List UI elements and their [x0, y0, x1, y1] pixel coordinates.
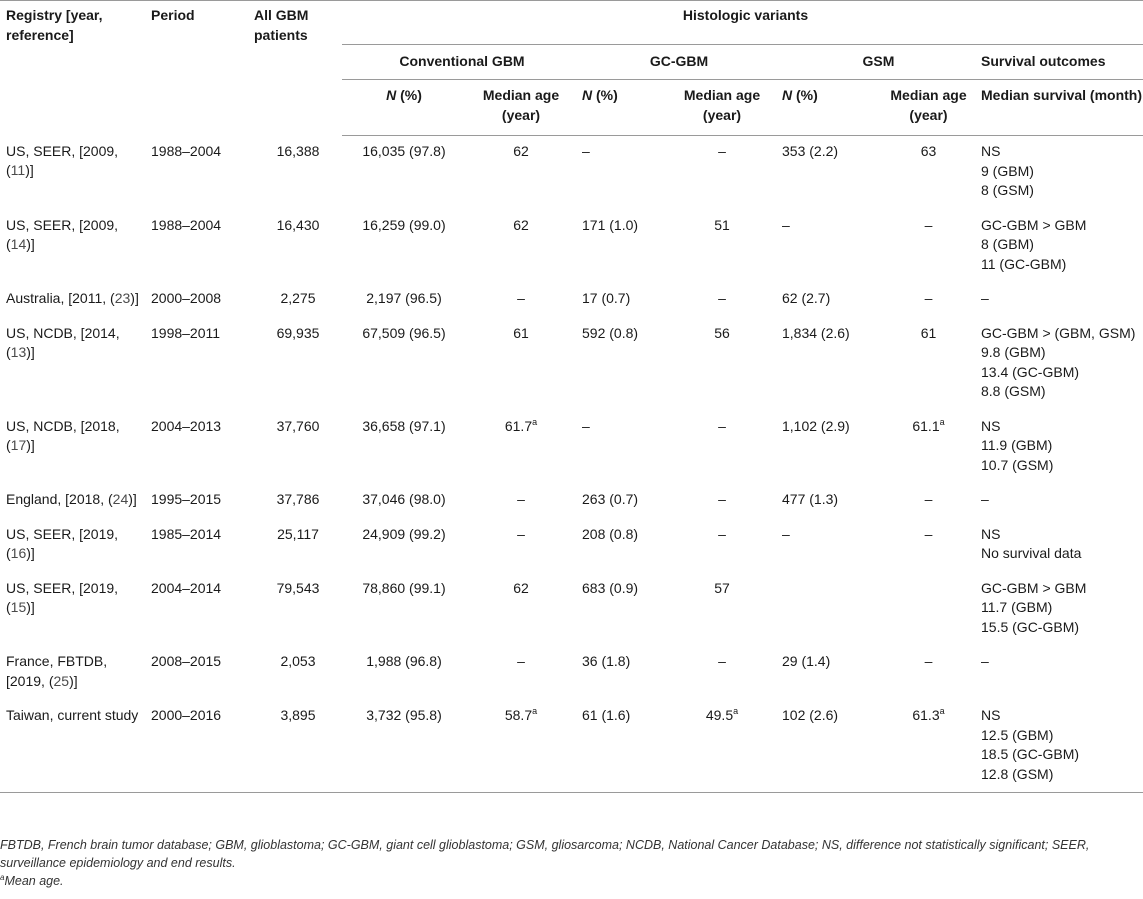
- all-gbm-value: 69,935: [276, 324, 320, 341]
- registry-cell: US, SEER, [2019, (15)]: [6, 579, 119, 615]
- registry-cell: US, SEER, [2009, (14)]: [6, 216, 119, 252]
- header-all-gbm: All GBM patients: [248, 1, 342, 136]
- conv-n-value: 3,732 (95.8): [366, 707, 442, 723]
- conv-age-cell: [460, 484, 576, 519]
- all-gbm-value: 2,275: [280, 290, 316, 306]
- table-row: [0, 210, 1143, 284]
- subheader-conv-n: N (%): [342, 80, 460, 136]
- conv-age-value: 61: [513, 324, 529, 341]
- gc-age-cell: [662, 700, 776, 793]
- gsm-n-cell: [776, 283, 876, 318]
- survival-cell: [975, 411, 1143, 485]
- registry-cell: US, NCDB, [2014, (13)]: [6, 324, 120, 360]
- period-cell: [145, 318, 248, 411]
- gsm-n-value: 477 (1.3): [782, 491, 839, 507]
- period-value: 2008–2015: [151, 653, 222, 669]
- gsm-n-cell: [776, 519, 876, 573]
- gsm-age-cell: [876, 519, 975, 573]
- gsm-age-value: 63: [920, 143, 937, 159]
- abbreviations-note: FBTDB, French brain tumor database; GBM, glioblastoma; GC-GBM, giant cell glioblastoma; GSM, gliosarcoma; NCDB, National Cancer Database; NS, difference not statistically significant; SEER, surveillance epidemiology and end results.: [0, 838, 1090, 870]
- conv-n-cell: [342, 484, 460, 519]
- survival-line: –: [981, 653, 989, 669]
- gc-age-value: –: [718, 143, 726, 159]
- gsm-age-cell: [876, 700, 975, 793]
- all-gbm-value: 16,388: [276, 142, 320, 159]
- gc-n-cell: [576, 411, 662, 485]
- reference-link: 24: [112, 491, 129, 507]
- gsm-age-cell: [876, 318, 975, 411]
- survival-line: 8 (GBM): [981, 236, 1034, 252]
- survival-line: NS: [981, 525, 1001, 542]
- conv-n-cell: [342, 700, 460, 793]
- subheader-gsm-age: Median age (year): [876, 80, 975, 136]
- survival-cell: [975, 646, 1143, 700]
- conv-age-footnote-mark: a: [532, 706, 538, 716]
- registry-name: US, SEER, [2009,: [6, 142, 119, 159]
- registry-name: Taiwan, current study: [6, 707, 139, 723]
- conv-n-value: 78,860 (99.1): [362, 579, 446, 596]
- period-cell: [145, 484, 248, 519]
- all-gbm-cell: [248, 210, 342, 284]
- gc-n-value: 263 (0.7): [582, 491, 639, 507]
- period-cell: [145, 646, 248, 700]
- table-footnotes: [0, 836, 1143, 890]
- registry-cell: France, FBTDB, [2019, (25)]: [6, 653, 108, 689]
- all-gbm-cell: [248, 646, 342, 700]
- conv-age-value: –: [517, 290, 525, 306]
- gc-age-value: –: [718, 290, 726, 306]
- period-cell: [145, 573, 248, 647]
- reference-link: 15: [10, 599, 27, 615]
- gsm-age-cell: [876, 411, 975, 485]
- conv-n-cell: [342, 136, 460, 210]
- survival-line: GC-GBM > GBM: [981, 216, 1087, 233]
- registry-name: US, SEER, [2019,: [6, 579, 119, 596]
- all-gbm-value: 37,786: [276, 491, 320, 507]
- table-row: [0, 519, 1143, 573]
- survival-cell: [975, 283, 1143, 318]
- header-period: Period: [145, 1, 248, 136]
- gsm-n-cell: [776, 411, 876, 485]
- gsm-n-value: 29 (1.4): [782, 653, 831, 669]
- gc-age-value: 51: [714, 216, 730, 233]
- reference-link: 14: [10, 236, 27, 252]
- survival-line: GC-GBM > (GBM, GSM): [981, 324, 1136, 341]
- gsm-n-cell: [776, 573, 876, 647]
- registry-name: England, [2018,: [6, 491, 105, 507]
- gc-age-cell: [662, 573, 776, 647]
- gc-n-cell: [576, 318, 662, 411]
- period-value: 1988–2004: [151, 216, 222, 233]
- conv-n-cell: [342, 283, 460, 318]
- period-cell: [145, 210, 248, 284]
- gsm-n-cell: [776, 210, 876, 284]
- gc-n-cell: [576, 484, 662, 519]
- gc-age-cell: [662, 318, 776, 411]
- survival-line: 13.4 (GC-GBM): [981, 363, 1080, 380]
- gc-n-cell: [576, 646, 662, 700]
- gc-age-footnote-mark: a: [733, 706, 739, 716]
- survival-line: –: [981, 491, 989, 507]
- header-registry: Registry [year, reference]: [0, 1, 145, 136]
- conv-age-cell: [460, 283, 576, 318]
- gc-n-cell: [576, 283, 662, 318]
- conv-age-value: 61.7: [504, 417, 533, 434]
- gc-n-cell: [576, 136, 662, 210]
- gsm-age-cell: [876, 484, 975, 519]
- conv-n-cell: [342, 411, 460, 485]
- survival-cell: [975, 484, 1143, 519]
- reference-link: 25: [53, 672, 70, 689]
- registry-cell: US, SEER, [2009, (11)]: [6, 142, 119, 178]
- subheader-conv-age: Median age (year): [460, 80, 576, 136]
- registry-cell: England, [2018, (24)]: [6, 491, 137, 507]
- all-gbm-cell: [248, 700, 342, 793]
- conv-n-value: 2,197 (96.5): [366, 290, 442, 306]
- survival-cell: [975, 210, 1143, 284]
- gc-age-value: –: [718, 525, 726, 542]
- period-value: 2004–2014: [151, 579, 222, 596]
- gsm-age-value: 61: [920, 324, 937, 341]
- gsm-age-footnote-mark: a: [939, 416, 945, 427]
- gc-age-cell: [662, 646, 776, 700]
- gc-n-cell: [576, 210, 662, 284]
- gsm-age-value: –: [924, 491, 933, 507]
- all-gbm-value: 16,430: [276, 216, 320, 233]
- gsm-n-cell: [776, 484, 876, 519]
- survival-line: NS: [981, 417, 1001, 434]
- gsm-n-cell: [776, 318, 876, 411]
- conv-age-cell: [460, 210, 576, 284]
- gc-age-cell: [662, 136, 776, 210]
- conv-age-value: 62: [513, 579, 529, 596]
- survival-line: 8 (GSM): [981, 182, 1034, 198]
- conv-age-cell: [460, 411, 576, 485]
- gc-n-cell: [576, 519, 662, 573]
- gc-age-cell: [662, 484, 776, 519]
- survival-cell: [975, 318, 1143, 411]
- period-cell: [145, 283, 248, 318]
- gc-n-value: 171 (1.0): [582, 216, 639, 233]
- gsm-age-footnote-mark: a: [939, 706, 945, 716]
- table-row: [0, 318, 1143, 411]
- survival-line: 12.8 (GSM): [981, 765, 1054, 782]
- conv-age-cell: [460, 573, 576, 647]
- conv-n-cell: [342, 210, 460, 284]
- conv-age-value: 58.7: [504, 707, 533, 723]
- survival-line: 11 (GC-GBM): [981, 255, 1067, 272]
- survival-cell: [975, 136, 1143, 210]
- survival-line: 15.5 (GC-GBM): [981, 618, 1080, 635]
- gsm-n-cell: [776, 646, 876, 700]
- all-gbm-cell: [248, 318, 342, 411]
- survival-line: NS: [981, 707, 1001, 723]
- gc-age-value: –: [718, 653, 726, 669]
- subheader-gc-age: Median age (year): [662, 80, 776, 136]
- conv-n-value: 16,259 (99.0): [362, 216, 446, 233]
- reference-link: 13: [10, 344, 27, 360]
- all-gbm-value: 25,117: [277, 525, 319, 542]
- survival-line: 8.8 (GSM): [981, 383, 1046, 399]
- mean-age-footnote: $^a$Mean age.: [0, 873, 64, 888]
- period-value: 1995–2015: [151, 491, 222, 507]
- survival-line: –: [981, 290, 989, 306]
- registry-name: France, FBTDB, [2019,: [6, 653, 108, 689]
- gc-n-cell: [576, 573, 662, 647]
- conv-age-cell: [460, 318, 576, 411]
- registry-name: Australia, [2011,: [6, 290, 107, 306]
- gsm-age-cell: [876, 136, 975, 210]
- gsm-n-value: 62 (2.7): [782, 290, 831, 306]
- subheader-median-survival: Median survival (month): [975, 80, 1143, 136]
- header-gc-gbm: GC-GBM: [576, 45, 776, 80]
- conv-n-value: 24,909 (99.2): [362, 525, 446, 542]
- survival-cell: [975, 700, 1143, 793]
- all-gbm-value: 3,895: [280, 707, 316, 723]
- conv-age-value: –: [517, 525, 525, 542]
- period-cell: [145, 411, 248, 485]
- period-value: 1985–2014: [151, 525, 222, 542]
- gsm-age-cell: [876, 573, 975, 647]
- gsm-age-value: –: [924, 525, 933, 542]
- table-row: [0, 573, 1143, 647]
- conv-n-value: 37,046 (98.0): [362, 491, 446, 507]
- period-value: 2000–2016: [151, 707, 222, 723]
- survival-line: 10.7 (GSM): [981, 456, 1054, 473]
- period-value: 2004–2013: [151, 417, 222, 434]
- reference-link: 11: [10, 162, 26, 178]
- gc-n-value: 36 (1.8): [582, 653, 631, 669]
- survival-line: No survival data: [981, 545, 1082, 561]
- survival-cell: [975, 573, 1143, 647]
- gc-n-value: 683 (0.9): [582, 579, 639, 596]
- conv-age-cell: [460, 519, 576, 573]
- reference-link: 17: [10, 437, 27, 453]
- gc-n-value: 592 (0.8): [582, 324, 639, 341]
- survival-line: GC-GBM > GBM: [981, 579, 1087, 596]
- gc-n-value: 208 (0.8): [582, 525, 639, 542]
- all-gbm-value: 79,543: [276, 579, 320, 596]
- survival-line: NS: [981, 143, 1001, 159]
- reference-link: 16: [10, 545, 27, 561]
- header-histologic-variants: Histologic variants: [342, 1, 1143, 45]
- all-gbm-value: 2,053: [280, 653, 316, 669]
- gsm-n-cell: [776, 700, 876, 793]
- conv-n-value: 1,988 (96.8): [366, 653, 442, 669]
- gc-age-value: 56: [714, 324, 730, 341]
- all-gbm-cell: [248, 484, 342, 519]
- gc-n-value: –: [582, 417, 590, 434]
- gsm-age-cell: [876, 283, 975, 318]
- table-row: [0, 484, 1143, 519]
- gc-n-value: 61 (1.6): [582, 707, 631, 723]
- gc-n-value: 17 (0.7): [582, 290, 631, 306]
- gsm-age-value: 61.3: [912, 707, 940, 723]
- conv-age-value: –: [517, 491, 525, 507]
- registry-name: US, SEER, [2019,: [6, 525, 119, 542]
- registry-name: US, NCDB, [2014,: [6, 324, 120, 341]
- gc-n-value: –: [582, 143, 590, 159]
- table-row: [0, 700, 1143, 793]
- all-gbm-cell: [248, 136, 342, 210]
- gsm-age-value: –: [924, 653, 933, 669]
- gsm-n-value: 102 (2.6): [782, 707, 839, 723]
- gsm-n-value: –: [782, 216, 790, 233]
- gsm-n-value: 1,102 (2.9): [782, 417, 850, 434]
- all-gbm-cell: [248, 573, 342, 647]
- survival-line: 11.9 (GBM): [981, 437, 1053, 453]
- gc-age-cell: [662, 411, 776, 485]
- registry-cell: Australia, [2011, (23)]: [6, 290, 139, 306]
- period-value: 1988–2004: [151, 142, 222, 159]
- survival-line: 9.8 (GBM): [981, 344, 1046, 360]
- conv-n-cell: [342, 646, 460, 700]
- gc-age-value: 49.5: [705, 707, 734, 723]
- gsm-age-value: –: [924, 216, 933, 233]
- reference-link: 23: [114, 290, 131, 306]
- table-row: [0, 136, 1143, 210]
- gsm-age-cell: [876, 210, 975, 284]
- conv-age-value: 62: [513, 216, 529, 233]
- period-value: 2000–2008: [151, 290, 222, 306]
- registry-cell: US, SEER, [2019, (16)]: [6, 525, 119, 561]
- header-gsm: GSM: [776, 45, 975, 80]
- gc-age-cell: [662, 519, 776, 573]
- gsm-age-cell: [876, 646, 975, 700]
- table-row: [0, 646, 1143, 700]
- conv-n-value: 16,035 (97.8): [362, 143, 446, 159]
- period-cell: [145, 700, 248, 793]
- gsm-age-value: –: [924, 290, 933, 306]
- conv-age-value: –: [517, 653, 525, 669]
- survival-cell: [975, 519, 1143, 573]
- header-conventional-gbm: Conventional GBM: [342, 45, 576, 80]
- table-row: [0, 283, 1143, 318]
- survival-line: 12.5 (GBM): [981, 726, 1054, 743]
- all-gbm-cell: [248, 283, 342, 318]
- gc-age-cell: [662, 283, 776, 318]
- subheader-gsm-n: N (%): [776, 80, 876, 136]
- registry-name: US, SEER, [2009,: [6, 216, 119, 233]
- registry-name: US, NCDB, [2018,: [6, 417, 120, 434]
- gc-age-value: –: [718, 491, 726, 507]
- conv-age-cell: [460, 700, 576, 793]
- survival-line: 11.7 (GBM): [981, 599, 1053, 615]
- header-survival-outcomes: Survival outcomes: [975, 45, 1143, 80]
- conv-age-value: 62: [513, 143, 529, 159]
- period-value: 1998–2011: [151, 324, 221, 341]
- gsm-n-value: 353 (2.2): [782, 143, 839, 159]
- gsm-age-value: 61.1: [912, 417, 940, 434]
- conv-n-cell: [342, 519, 460, 573]
- period-cell: [145, 519, 248, 573]
- all-gbm-cell: [248, 411, 342, 485]
- registry-cell: US, NCDB, [2018, (17)]: [6, 417, 120, 453]
- gc-age-value: 57: [714, 579, 730, 596]
- conv-n-value: 67,509 (96.5): [362, 324, 446, 341]
- conv-n-value: 36,658 (97.1): [362, 417, 446, 434]
- gc-n-cell: [576, 700, 662, 793]
- all-gbm-value: 37,760: [276, 417, 320, 434]
- registry-cell: [0, 700, 145, 793]
- gsm-n-value: –: [782, 525, 790, 542]
- subheader-gc-n: N (%): [576, 80, 662, 136]
- gsm-n-cell: [776, 136, 876, 210]
- conv-n-cell: [342, 573, 460, 647]
- conv-age-cell: [460, 646, 576, 700]
- table-row: [0, 411, 1143, 485]
- gsm-n-value: 1,834 (2.6): [782, 324, 850, 341]
- conv-age-footnote-mark: a: [532, 416, 538, 427]
- gc-age-cell: [662, 210, 776, 284]
- conv-age-cell: [460, 136, 576, 210]
- gc-age-value: –: [718, 417, 726, 434]
- survival-line: 9 (GBM): [981, 162, 1034, 179]
- period-cell: [145, 136, 248, 210]
- conv-n-cell: [342, 318, 460, 411]
- survival-line: 18.5 (GC-GBM): [981, 746, 1080, 762]
- all-gbm-cell: [248, 519, 342, 573]
